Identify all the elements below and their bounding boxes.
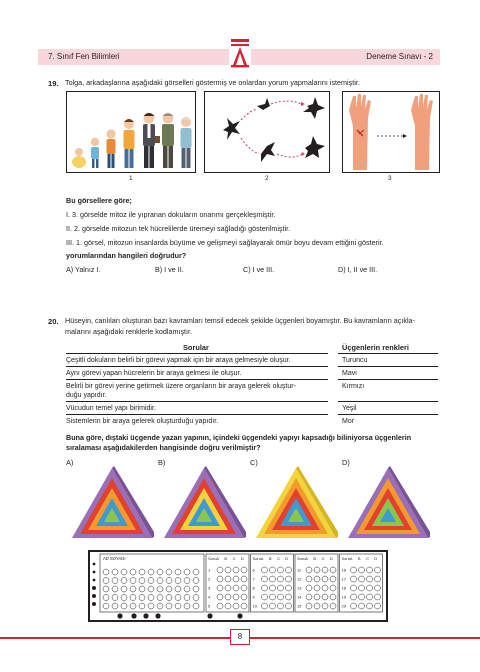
answer-bubble[interactable] [330,603,336,609]
column-header: Soru [341,556,350,561]
timing-mark [143,613,148,618]
answer-bubble[interactable] [233,594,239,600]
answer-bubble[interactable] [367,594,373,600]
question-19-number: 19. [48,79,59,88]
timing-mark [117,613,122,618]
timing-mark [155,613,160,618]
question-number: 12 [297,576,302,582]
timing-mark [207,613,212,618]
image-1-label: 1 [129,175,133,182]
answer-bubble[interactable] [225,594,231,600]
name-bubble [112,586,118,592]
name-bubble [193,603,199,609]
name-bubble [112,569,118,575]
answer-bubble[interactable] [306,594,312,600]
answer-bubble[interactable] [262,567,268,573]
answer-bubble[interactable] [286,576,292,582]
name-bubble [166,578,172,584]
answer-bubble[interactable] [314,567,320,573]
image-2-label: 2 [265,175,269,182]
answer-bubble[interactable] [286,567,292,573]
answer-bubble[interactable] [306,585,312,591]
table-row-1-question: Çeşitli dokuların belirli bir görevi yapmak için bir araya gelmesiyle oluşur. [66,357,291,364]
table-row-divider [338,366,438,367]
answer-bubble[interactable] [306,576,312,582]
answer-bubble[interactable] [241,603,247,609]
q20-option-a-triangles[interactable] [70,466,154,540]
answer-bubble[interactable] [225,585,231,591]
q19-statement-3: III. 1. görsel, mitozun insanlarda büyüme ve gelişmeyi sağlayarak ömür boyu devam ettiğini gösterir. [66,238,384,247]
image-cell-division [204,91,330,173]
answer-bubble[interactable] [286,603,292,609]
table-row-2-question: Aynı görevi yapan hücrelerin bir araya gelmesi ile oluşur. [66,370,242,377]
q20-option-d-triangles[interactable] [346,466,430,540]
name-bubble [103,586,109,592]
name-bubble [184,569,190,575]
q19-lead: Bu görsellere göre; [66,196,132,205]
timing-mark [131,613,136,618]
answer-bubble[interactable] [322,603,328,609]
column-header: D [329,556,333,561]
q20-option-a-label[interactable]: A) [66,458,74,467]
name-bubble [157,595,163,601]
table-rule-right [338,353,438,354]
answer-bubble[interactable] [262,576,268,582]
name-bubble [166,569,172,575]
answer-bubble[interactable] [322,585,328,591]
publisher-logo [229,38,251,68]
name-bubble [184,603,190,609]
name-bubble [139,603,145,609]
timing-mark [92,594,96,598]
name-label: AD SOYADI [103,556,126,561]
answer-bubble[interactable] [217,576,223,582]
name-bubble [157,603,163,609]
name-bubble [184,595,190,601]
answer-bubble[interactable] [375,567,381,573]
column-header: Soru [252,556,261,561]
subject-title: 7. Sınıf Fen Bilimleri [48,52,120,61]
question-number: 19 [341,594,346,600]
answer-bubble[interactable] [225,576,231,582]
answer-bubble[interactable] [375,603,381,609]
question-number: 3 [208,585,211,591]
name-bubble [103,603,109,609]
answer-bubble[interactable] [278,594,284,600]
name-bubble [130,603,136,609]
name-bubble [175,578,181,584]
answer-bubble[interactable] [270,585,276,591]
name-bubble [121,569,127,575]
question-20-prompt-line2: malarını aşağıdaki renklerle kodlamıştır. [65,327,193,336]
q19-statement-1: I. 3. görselde mitoz ile yıpranan dokuların onarımı gerçekleşmiştir. [66,210,276,219]
table-row-1-color: Turuncu [342,357,368,364]
name-bubble [112,578,118,584]
question-number: 10 [252,603,257,609]
answer-bubble[interactable] [330,585,336,591]
answer-bubble[interactable] [375,576,381,582]
image-wound-healing [342,91,440,173]
name-bubble [148,603,154,609]
answer-bubble[interactable] [375,585,381,591]
column-header: A [260,556,264,561]
answer-bubble[interactable] [351,594,357,600]
question-number: 16 [341,567,346,573]
answer-bubble[interactable] [359,585,365,591]
name-bubble [166,603,172,609]
answer-bubble[interactable] [351,567,357,573]
question-20-number: 20. [48,317,59,326]
answer-bubble[interactable] [270,594,276,600]
table-row-divider [66,366,328,367]
question-number: 18 [341,585,346,591]
name-bubble [121,595,127,601]
answer-bubble[interactable] [367,576,373,582]
exam-title: Deneme Sınavı - 2 [366,52,433,61]
image-3-label: 3 [388,175,392,182]
column-header: D [240,556,244,561]
answer-bubble[interactable] [217,585,223,591]
name-bubble [175,595,181,601]
table-row-3-question: Belirli bir görevi yerine getirmek üzere organların bir araya gelerek oluştur- [66,383,296,390]
name-bubble [139,586,145,592]
answer-bubble[interactable] [322,576,328,582]
name-bubble [148,569,154,575]
question-number: 5 [208,603,211,609]
answer-bubble[interactable] [270,603,276,609]
name-bubble [112,603,118,609]
answer-bubble[interactable] [330,576,336,582]
question-number: 15 [297,603,302,609]
q20-option-b-label[interactable]: B) [158,458,166,467]
column-header: C [232,556,236,561]
answer-bubble[interactable] [314,585,320,591]
answer-bubble[interactable] [359,603,365,609]
name-bubble [148,595,154,601]
question-number: 14 [297,594,302,600]
answer-bubble[interactable] [367,585,373,591]
answer-bubble[interactable] [217,594,223,600]
answer-bubble[interactable] [262,603,268,609]
name-bubble [148,586,154,592]
timing-mark [237,613,242,618]
answer-sheet-grid[interactable] [90,552,386,620]
table-rule-left [66,353,328,354]
table-row-4-question: Vücudun temel yapı birimidir. [66,405,156,412]
answer-bubble[interactable] [306,603,312,609]
question-20-prompt-line1: Hüseyin, canlıları oluşturan bazı kavramları temsil edecek şekilde üçgenleri boyamıştır. Bu kavramların açıkla- [65,316,415,325]
answer-bubble[interactable] [233,576,239,582]
table-header-colors: Üçgenlerin renkleri [342,343,409,352]
name-bubble [175,586,181,592]
question-number: 11 [297,567,302,573]
column-header: C [366,556,369,561]
planaria-division-illustration [205,92,329,172]
name-bubble [121,578,127,584]
column-header: D [374,556,378,561]
name-bubble [166,595,172,601]
name-bubble [139,569,145,575]
answer-bubble[interactable] [278,603,284,609]
question-number: 4 [208,594,211,600]
answer-bubble[interactable] [241,576,247,582]
answer-bubble[interactable] [225,567,231,573]
column-header: B [268,556,272,561]
question-19-prompt: Tolga, arkadaşlarına aşağıdaki görselleri göstermiş ve onlardan yorum yapmalarını istemiştir. [65,78,360,87]
answer-bubble[interactable] [241,585,247,591]
question-number: 1 [208,567,211,573]
timing-mark [93,563,96,566]
name-bubble [157,569,163,575]
answer-bubble[interactable] [359,576,365,582]
timing-mark [93,571,96,574]
name-bubble [175,569,181,575]
q20-option-c-triangles[interactable] [254,466,338,540]
name-bubble [184,586,190,592]
table-row-divider [338,379,438,380]
table-row-divider [66,379,328,380]
name-bubble [175,603,181,609]
column-header: A [305,556,308,561]
column-header: B [313,556,317,561]
answer-bubble[interactable] [270,576,276,582]
answer-bubble[interactable] [351,603,357,609]
answer-bubble[interactable] [322,567,328,573]
table-row-4-color: Yeşil [342,405,357,412]
name-bubble [193,595,199,601]
answer-bubble[interactable] [278,585,284,591]
answer-bubble[interactable] [233,585,239,591]
name-bubble [130,595,136,601]
timing-mark [92,586,96,590]
q20-question-line1: Buna göre, dıştaki üçgende yazan yapının, içindeki üçgendeki yapıyı kapsadığı biliniyorsa üçgenlerin [66,433,412,442]
image-growth-stages [66,91,196,173]
question-number: 6 [252,567,255,573]
answer-bubble[interactable] [351,576,357,582]
answer-bubble[interactable] [225,603,231,609]
q20-question-line2: sıralaması aşağıdakilerden hangisinde doğru verilmiştir? [66,443,261,452]
column-header: Soru [208,556,217,561]
name-bubble [157,578,163,584]
name-bubble [103,569,109,575]
table-row-5-color: Mor [342,418,355,425]
q19-option-c[interactable]: C) I ve III. [243,265,275,274]
name-bubble [103,578,109,584]
table-row-3-color: Kırmızı [342,383,365,390]
q20-option-d-label[interactable]: D) [342,458,350,467]
q19-option-b[interactable]: B) I ve II. [155,265,184,274]
timing-mark [92,602,96,606]
column-header: D [285,556,289,561]
column-header: C [321,556,325,561]
column-header: A [349,556,353,561]
name-bubble [193,578,199,584]
question-number: 20 [341,603,346,609]
column-header: C [277,556,280,561]
page-number: 8 [230,629,250,645]
question-number: 7 [252,576,255,582]
column-header: B [357,556,361,561]
name-bubble [193,569,199,575]
answer-bubble[interactable] [217,567,223,573]
name-bubble [121,586,127,592]
name-bubble [184,578,190,584]
answer-bubble[interactable] [217,603,223,609]
answer-bubble[interactable] [270,567,276,573]
answer-bubble[interactable] [367,567,373,573]
table-row-5-question: Sistemlerin bir araya gelerek oluşturduğu yapıdır. [66,418,219,425]
answer-bubble[interactable] [241,567,247,573]
table-header-questions: Sorular [183,343,209,352]
column-header: A [216,556,219,561]
answer-bubble[interactable] [286,594,292,600]
answer-bubble[interactable] [278,576,284,582]
answer-bubble[interactable] [359,594,365,600]
name-bubble [103,595,109,601]
answer-bubble[interactable] [262,594,268,600]
table-row-divider [338,401,438,402]
answer-bubble[interactable] [233,603,239,609]
answer-bubble[interactable] [375,594,381,600]
answer-bubble[interactable] [262,585,268,591]
column-header: Soru [297,556,306,561]
answer-bubble[interactable] [314,576,320,582]
answer-bubble[interactable] [351,585,357,591]
name-bubble [166,586,172,592]
answer-bubble[interactable] [359,567,365,573]
name-bubble [139,578,145,584]
answer-bubble[interactable] [330,594,336,600]
answer-bubble[interactable] [330,567,336,573]
table-row-2-color: Mavi [342,370,357,377]
name-bubble [148,578,154,584]
table-row-divider [338,414,438,415]
arm-healing-illustration [343,92,439,172]
answer-bubble[interactable] [278,567,284,573]
name-bubble [130,578,136,584]
question-number: 13 [297,585,302,591]
question-number: 17 [341,576,346,582]
table-row-divider [66,401,328,402]
name-bubble [193,586,199,592]
name-bubble [157,586,163,592]
column-header: B [224,556,228,561]
name-bubble [121,603,127,609]
question-number: 9 [252,594,255,600]
answer-bubble[interactable] [314,594,320,600]
name-bubble [130,569,136,575]
q19-option-d[interactable]: D) I, II ve III. [338,265,378,274]
question-number: 2 [208,576,211,582]
answer-bubble[interactable] [314,603,320,609]
table-row-divider [66,414,328,415]
answer-bubble[interactable] [233,567,239,573]
q20-option-c-label[interactable]: C) [250,458,258,467]
q19-question: yorumlarından hangileri doğrudur? [66,251,187,260]
name-bubble [130,586,136,592]
people-growth-illustration [67,92,195,172]
name-bubble [139,595,145,601]
answer-bubble[interactable] [367,603,373,609]
q20-option-b-triangles[interactable] [162,466,246,540]
name-bubble [112,595,118,601]
answer-bubble[interactable] [286,585,292,591]
answer-bubble[interactable] [322,594,328,600]
q19-option-a[interactable]: A) Yalnız I. [66,265,101,274]
answer-bubble[interactable] [306,567,312,573]
question-number: 8 [252,585,255,591]
table-row-3-question-cont: duğu yapıdır. [66,392,107,399]
q19-statement-2: II. 2. görselde mitozun tek hücrelilerde üremeyi sağladığı gösterilmiştir. [66,224,291,233]
answer-bubble[interactable] [241,594,247,600]
answer-sheet [88,550,388,622]
timing-mark [93,579,96,582]
